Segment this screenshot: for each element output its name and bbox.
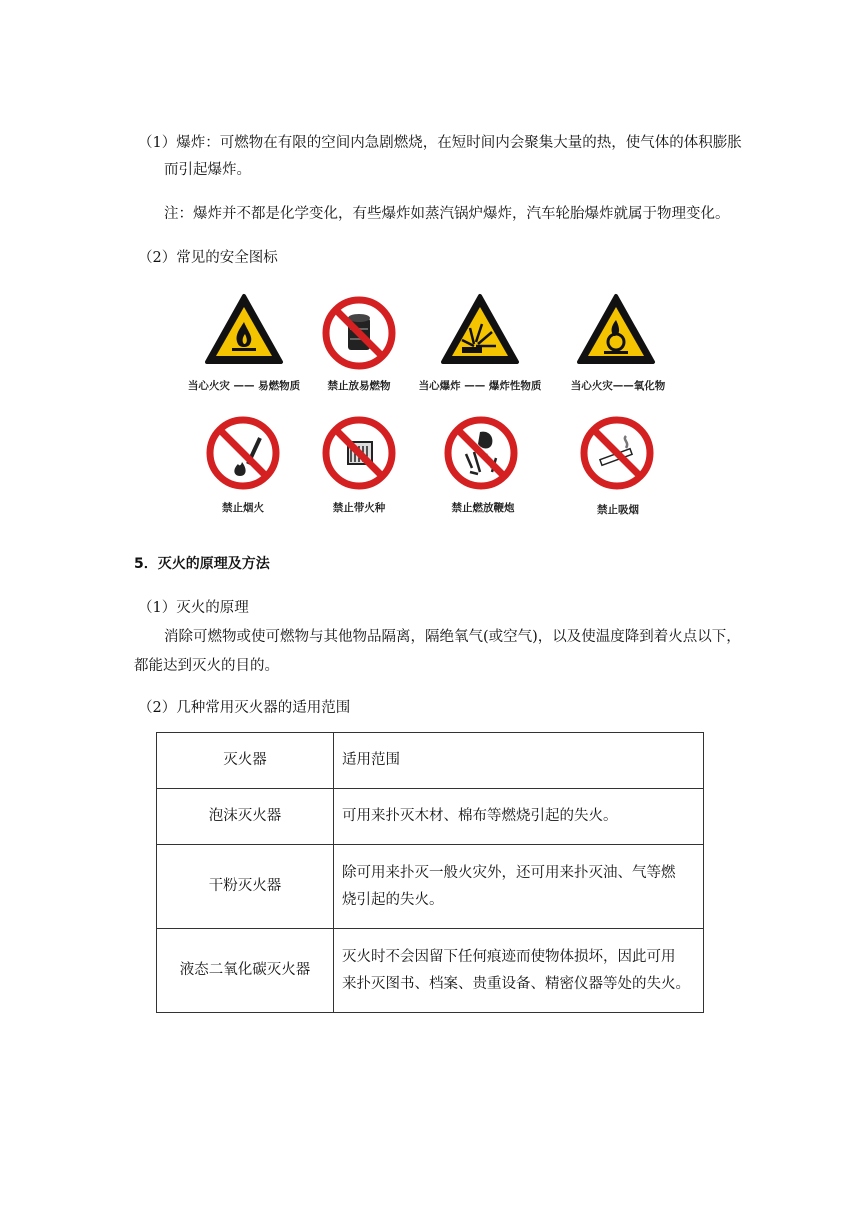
no-matches-icon (320, 414, 398, 492)
warning-oxidizer-icon (576, 292, 656, 366)
table-header-cell: 灭火器 (157, 733, 334, 789)
extinguisher-scope: 灭火时不会因留下任何痕迹而使物体损坏，因此可用 来扑灭图书、档案、贵重设备、精密仪器等处的失火。 (334, 929, 704, 1013)
warning-explosive-icon (440, 292, 520, 366)
sign-label: 禁止吸烟 (597, 504, 639, 516)
no-flammable-barrel-icon (320, 294, 398, 372)
extinguisher-scope: 除可用来扑灭一般火灾外，还可用来扑灭油、气等燃 烧引起的失火。 (334, 845, 704, 929)
no-smoking-icon (578, 414, 656, 492)
extinguisher-table-heading: （2）几种常用灭火器的适用范围 (138, 700, 351, 716)
no-firecrackers-icon (442, 414, 520, 492)
explosion-note: 注：爆炸并不都是化学变化，有些爆炸如蒸汽锅炉爆炸，汽车轮胎爆炸就属于物理变化。 (164, 206, 730, 222)
safety-signs-figure (172, 286, 676, 522)
explosion-definition-line2: 而引起爆炸。 (164, 162, 251, 178)
table-row (157, 789, 704, 845)
table-header-cell: 适用范围 (334, 733, 704, 789)
extinguisher-scope: 可用来扑灭木材、棉布等燃烧引起的失火。 (334, 789, 704, 845)
section-5-title: 5．灭火的原理及方法 (134, 556, 270, 572)
warning-flammable-icon (204, 292, 284, 366)
sign-label: 禁止燃放鞭炮 (451, 502, 515, 514)
sign-label: 禁止带火种 (332, 502, 386, 514)
extinguisher-name: 泡沫灭火器 (157, 789, 334, 845)
table-row (157, 929, 704, 1013)
sign-label: 当心爆炸 —— 爆炸性物质 (418, 380, 542, 392)
table-row (157, 845, 704, 929)
safety-signs-heading: （2）常见的安全图标 (138, 250, 278, 266)
sign-label: 禁止放易燃物 (327, 380, 391, 392)
sign-label: 当心火灾——氧化物 (570, 380, 666, 392)
table-header-row (157, 733, 704, 789)
principle-text-line2: 都能达到灭火的目的。 (134, 658, 279, 674)
principle-text-line1: 消除可燃物或使可燃物与其他物品隔离，隔绝氧气(或空气)，以及使温度降到着火点以下， (164, 629, 741, 645)
extinguisher-table (156, 732, 704, 1013)
explosion-definition-line1: （1）爆炸：可燃物在有限的空间内急剧燃烧，在短时间内会聚集大量的热，使气体的体积膨胀 (138, 135, 742, 151)
sign-label: 禁止烟火 (222, 502, 264, 514)
extinguisher-name: 液态二氧化碳灭火器 (157, 929, 334, 1013)
sign-label: 当心火灾 —— 易燃物质 (187, 380, 301, 392)
no-open-flame-icon (204, 414, 282, 492)
extinguisher-name: 干粉灭火器 (157, 845, 334, 929)
principle-heading: （1）灭火的原理 (138, 600, 249, 616)
